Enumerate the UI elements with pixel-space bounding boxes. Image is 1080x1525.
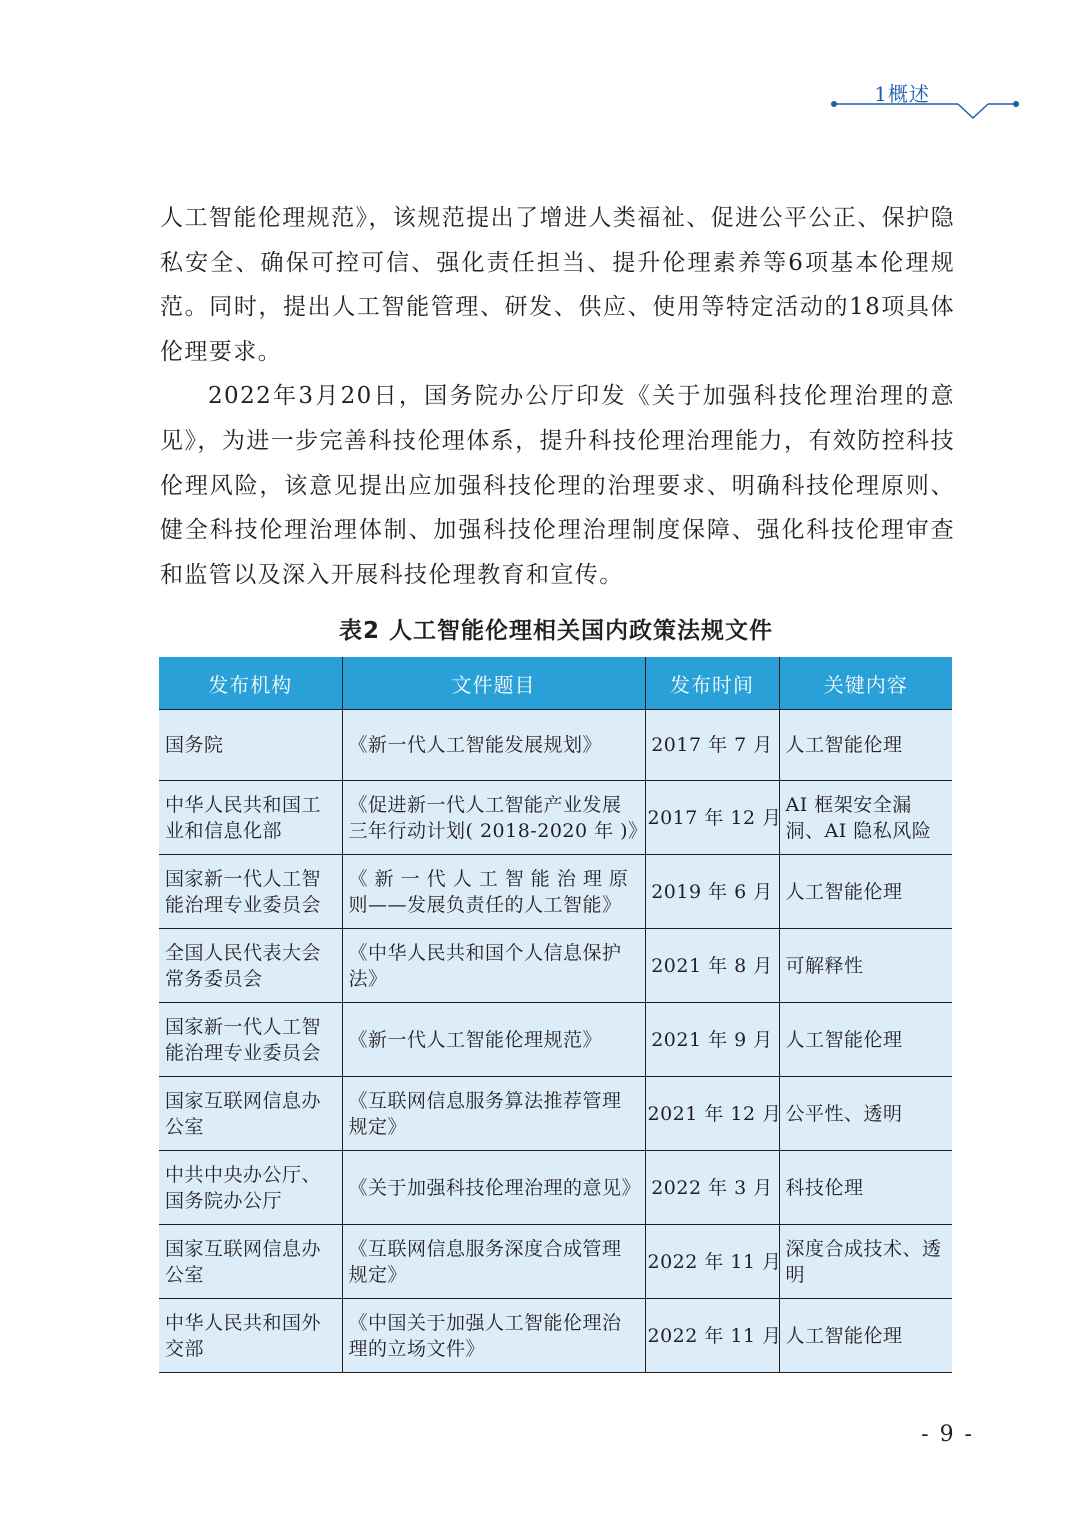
date-cell: 2021 年 9 月 <box>645 1003 779 1077</box>
column-header-document: 文件题目 <box>342 657 645 710</box>
key-content-cell: 人工智能伦理 <box>779 1299 952 1373</box>
issuer-cell: 中共中央办公厅、国务院办公厅 <box>159 1151 342 1225</box>
column-header-issuer: 发布机构 <box>159 657 342 710</box>
document-cell: 《互联网信息服务算法推荐管理规定》 <box>342 1077 645 1151</box>
issuer-cell: 中华人民共和国工业和信息化部 <box>159 781 342 855</box>
column-header-key-content: 关键内容 <box>779 657 952 710</box>
issuer-cell: 国家新一代人工智能治理专业委员会 <box>159 855 342 929</box>
date-cell: 2021 年 12 月 <box>645 1077 779 1151</box>
date-cell: 2021 年 8 月 <box>645 929 779 1003</box>
document-cell: 《互联网信息服务深度合成管理规定》 <box>342 1225 645 1299</box>
date-cell: 2022 年 11 月 <box>645 1225 779 1299</box>
running-header <box>830 70 1020 130</box>
issuer-cell: 国家互联网信息办公室 <box>159 1225 342 1299</box>
document-cell: 《中国关于加强人工智能伦理治理的立场文件》 <box>342 1299 645 1373</box>
date-cell: 2019 年 6 月 <box>645 855 779 929</box>
table-row <box>159 1151 952 1225</box>
table-row <box>159 1299 952 1373</box>
paragraph: 2022年3月20日，国务院办公厅印发《关于加强科技伦理治理的意见》，为进一步完善科技伦理体系，提升科技伦理治理能力，有效防控科技伦理风险，该意见提出应加强科技伦理的治理要求、明确科技伦理原则、健全科技伦理治理体制、加强科技伦理治理制度保障、强化科技伦理审查和监管以及深入开展科技伦理教育和宣传。 <box>160 383 955 588</box>
date-cell: 2022 年 11 月 <box>645 1299 779 1373</box>
document-cell: 《关于加强科技伦理治理的意见》 <box>342 1151 645 1225</box>
page-number: - 9 - <box>921 1422 974 1447</box>
issuer-cell: 中华人民共和国外交部 <box>159 1299 342 1373</box>
key-content-cell: 深度合成技术、透明 <box>779 1225 952 1299</box>
body-text <box>160 196 955 597</box>
document-cell: 《 新 一 代 人 工 智 能 治 理 原则——发展负责任的人工智能》 <box>342 855 645 929</box>
paragraph: 人工智能伦理规范》，该规范提出了增进人类福祉、促进公平公正、保护隐私安全、确保可控可信、强化责任担当、提升伦理素养等6项基本伦理规范。同时，提出人工智能管理、研发、供应、使用等特定活动的18项具体伦理要求。 <box>160 205 955 365</box>
table-row <box>159 1003 952 1077</box>
date-cell: 2017 年 7 月 <box>645 710 779 781</box>
table-caption: 表2 人工智能伦理相关国内政策法规文件 <box>338 618 773 644</box>
table-row <box>159 1077 952 1151</box>
document-cell: 《中华人民共和国个人信息保护法》 <box>342 929 645 1003</box>
key-content-cell: 人工智能伦理 <box>779 855 952 929</box>
key-content-cell: AI 框架安全漏洞、AI 隐私风险 <box>779 781 952 855</box>
column-header-date: 发布时间 <box>645 657 779 710</box>
section-title: 1概述 <box>874 82 930 106</box>
key-content-cell: 科技伦理 <box>779 1151 952 1225</box>
header-ornament-line <box>830 94 1020 130</box>
policy-table <box>159 657 952 1373</box>
issuer-cell: 国家互联网信息办公室 <box>159 1077 342 1151</box>
table-row <box>159 1225 952 1299</box>
key-content-cell: 可解释性 <box>779 929 952 1003</box>
document-cell: 《新一代人工智能发展规划》 <box>342 710 645 781</box>
date-cell: 2017 年 12 月 <box>645 781 779 855</box>
table-row <box>159 855 952 929</box>
key-content-cell: 人工智能伦理 <box>779 710 952 781</box>
issuer-cell: 国务院 <box>159 710 342 781</box>
key-content-cell: 公平性、透明 <box>779 1077 952 1151</box>
document-cell: 《促进新一代人工智能产业发展三年行动计划( 2018-2020 年 )》 <box>342 781 645 855</box>
key-content-cell: 人工智能伦理 <box>779 1003 952 1077</box>
table-header-row <box>159 657 952 710</box>
document-cell: 《新一代人工智能伦理规范》 <box>342 1003 645 1077</box>
issuer-cell: 全国人民代表大会常务委员会 <box>159 929 342 1003</box>
table-row <box>159 710 952 781</box>
issuer-cell: 国家新一代人工智能治理专业委员会 <box>159 1003 342 1077</box>
table-row <box>159 929 952 1003</box>
date-cell: 2022 年 3 月 <box>645 1151 779 1225</box>
table-row <box>159 781 952 855</box>
